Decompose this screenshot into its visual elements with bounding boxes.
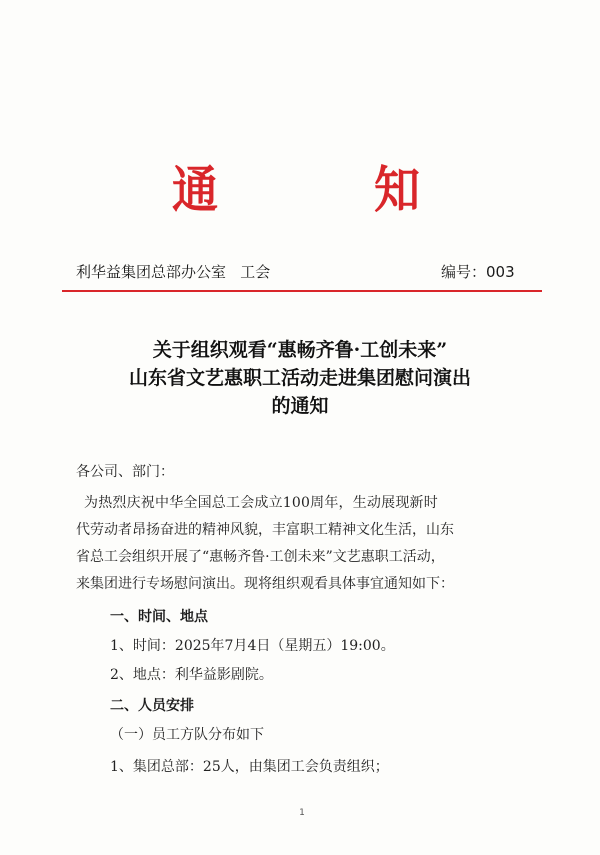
title-line-1: 关于组织观看“惠畅齐鲁·工创未来”: [152, 339, 448, 361]
salutation: 各公司、部门：: [76, 464, 174, 480]
section-2-subheading: （一）员工方队分布如下: [110, 727, 264, 743]
paragraph-line-1: 为热烈庆祝中华全国总工会成立100周年，生动展现新时: [84, 495, 438, 511]
paragraph-line-3: 省总工会组织开展了“惠畅齐鲁·工创未来”文艺惠职工活动，: [76, 549, 445, 565]
paragraph-line-4: 来集团进行专场慰问演出。现将组织观看具体事宜通知如下：: [76, 576, 454, 592]
paragraph-line-2: 代劳动者昂扬奋进的精神风貌，丰富职工精神文化生活，山东: [76, 522, 454, 538]
document-number: 编号：003: [441, 263, 515, 281]
section-2-item-1: 1、集团总部：25人，由集团工会负责组织；: [110, 759, 389, 775]
notice-heading-char-1: 通: [172, 160, 218, 219]
section-1-heading: 一、时间、地点: [110, 609, 208, 625]
red-divider: [62, 290, 542, 292]
page-number: 1: [299, 808, 305, 818]
notice-heading: [0, 162, 600, 222]
section-1-item-1: 1、时间：2025年7月4日（星期五）19:00。: [110, 638, 395, 654]
title-line-2: 山东省文艺惠职工活动走进集团慰问演出: [128, 367, 471, 389]
document-title: [60, 336, 540, 420]
section-2-heading: 二、人员安排: [110, 698, 194, 714]
issuer: 利华益集团总部办公室 工会: [76, 263, 271, 281]
notice-heading-char-2: 知: [374, 160, 420, 219]
issuer-row: [76, 262, 538, 284]
section-1-item-2: 2、地点：利华益影剧院。: [110, 667, 273, 683]
title-line-3: 的通知: [271, 395, 329, 417]
